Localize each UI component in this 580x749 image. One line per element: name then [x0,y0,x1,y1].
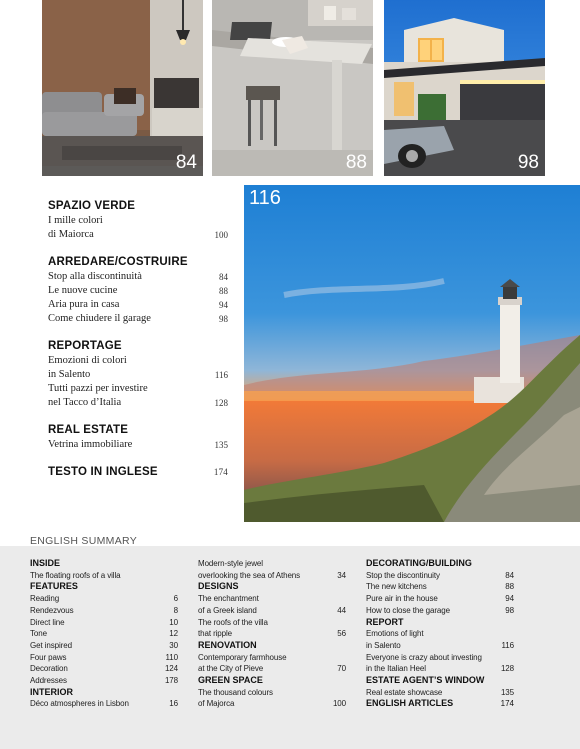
toc-entry-line: in Salento [48,369,91,380]
summary-section-heading: ESTATE AGENT’S WINDOW [366,675,485,686]
lighthouse-sunset-photo [244,185,580,522]
summary-page-number: 10 [169,617,178,627]
toc-entry[interactable] [48,354,228,382]
toc-section-title: REAL ESTATE [48,424,129,436]
summary-column [30,558,178,710]
toc-page-number: 84 [219,272,228,282]
toc-entry-line: Vetrina immobiliare [48,439,133,450]
toc-section-title: REPORTAGE [48,340,122,352]
summary-entry[interactable] [198,617,346,640]
toc-section-title-text: TESTO IN INGLESE [48,466,158,478]
summary-entry-line: Stop the discontinuity [366,570,440,580]
summary-entry[interactable] [366,628,514,651]
toc-page-number: 94 [219,300,228,310]
toc-page-number: 98 [219,314,228,324]
toc-page-number: 100 [214,230,228,240]
summary-page-number: 128 [500,664,514,674]
toc-entry-line: Le nuove cucine [48,285,118,296]
summary-entry-line: Modern-style jewel [198,559,263,568]
summary-page-number: 70 [337,664,346,674]
summary-entry[interactable] [30,663,178,675]
toc-entry-line: nel Tacco d’Italia [48,397,122,408]
toc-page-number: 174 [213,467,228,477]
summary-entry-line: Déco atmospheres in Lisbon [30,699,129,709]
summary-page-number: 174 [500,699,514,709]
summary-entry-line: The floating roofs of a villa [30,570,121,580]
summary-column [366,558,514,710]
summary-entry[interactable] [30,570,178,582]
summary-page-number: 44 [337,605,346,615]
summary-entry-line: Real estate showcase [366,687,443,697]
summary-entry[interactable] [366,593,514,605]
summary-entry[interactable] [198,652,346,675]
toc-entry-line: I mille colori [48,215,103,226]
living-room-photo [42,0,203,176]
page-number-label: 88 [345,152,367,173]
toc-entry[interactable] [48,382,228,410]
summary-entry[interactable] [30,652,178,664]
summary-entry-line: Contemporary farmhouse [198,652,287,662]
toc-entry-line: Stop alla discontinuità [48,271,142,282]
summary-entry-line: The thousand colours [198,687,273,697]
summary-entry-line: The roofs of the villa [198,617,268,627]
summary-entry[interactable] [198,593,346,616]
summary-entry-line: Addresses [30,676,67,686]
summary-page-number: 124 [164,664,178,674]
toc-entry-line: Aria pura in casa [48,299,120,310]
summary-entry[interactable] [366,570,514,582]
toc-entry-line: Come chiudere il garage [48,313,151,324]
summary-entry-line: of Majorca [198,699,235,709]
summary-page-number: 116 [501,640,514,650]
summary-entry-line: at the City of Pieve [198,664,264,674]
summary-entry-line: Emotions of light [366,629,424,639]
summary-entry-line: Direct line [30,617,65,627]
summary-entry-line: Four paws [30,652,67,662]
toc-section-title: SPAZIO VERDE [48,200,136,212]
summary-section-heading: FEATURES [30,581,78,592]
toc-section-title: ARREDARE/COSTRUIRE [48,256,188,268]
summary-section-heading: INTERIOR [30,686,74,697]
summary-page-number: 34 [337,570,346,580]
toc-entry[interactable] [48,270,228,284]
summary-page-number: 98 [505,605,514,615]
summary-page-number: 84 [505,570,514,580]
summary-entry[interactable] [366,605,514,617]
summary-entry[interactable] [366,652,514,675]
summary-page-number: 135 [500,687,514,697]
summary-entry[interactable] [30,617,178,629]
summary-section-heading: GREEN SPACE [198,675,263,686]
toc-entry[interactable] [48,438,228,452]
summary-entry-line: Rendezvous [30,605,74,615]
summary-entry-line: of a Greek island [198,605,257,615]
english-summary [0,530,580,749]
summary-entry-line: that ripple [198,629,233,639]
summary-page-number: 94 [505,594,514,604]
kitchen-photo [212,0,373,176]
toc-entry[interactable] [48,284,228,298]
summary-entry-line: Decoration [30,664,68,674]
summary-section-heading: DESIGNS [198,581,239,592]
summary-entry-line: in Salento [366,640,401,650]
summary-page-number: 178 [164,676,178,686]
summary-entry[interactable] [30,628,178,640]
page-number-label: 98 [517,152,539,173]
summary-section-heading [366,698,514,710]
toc-entry[interactable] [48,214,228,242]
summary-entry[interactable] [30,698,178,710]
summary-entry[interactable] [30,593,178,605]
toc-section-title[interactable] [48,466,228,478]
summary-entry[interactable] [366,581,514,593]
summary-entry-line: Get inspired [30,640,72,650]
summary-page-number: 16 [169,699,178,709]
summary-entry[interactable] [366,687,514,699]
summary-page-number: 56 [337,629,346,639]
toc-page-number: 88 [219,286,228,296]
summary-section-heading-text: ENGLISH ARTICLES [366,698,454,709]
toc-entry-line: di Maiorca [48,229,94,240]
summary-page-number: 30 [169,640,178,650]
summary-page-number: 88 [505,582,514,592]
summary-page-number: 100 [332,699,346,709]
toc-page-number: 116 [214,370,228,380]
summary-section-heading: RENOVATION [198,639,257,650]
summary-entry[interactable] [30,675,178,687]
toc-entry-line: Emozioni di colori [48,355,127,366]
table-of-contents [48,200,228,480]
house-garage-photo [384,0,545,176]
summary-entry-line: Pure air in the house [366,594,438,604]
summary-entry-line: Tone [30,629,47,639]
page-number-label: 84 [175,152,197,173]
summary-section-heading: DECORATING/BUILDING [366,558,472,568]
summary-entry-line: The new kitchens [366,582,427,592]
summary-page-number: 8 [173,605,178,615]
summary-entry-line: Reading [30,594,60,604]
summary-entry-line: overlooking the sea of Athens [198,570,301,580]
page-number-label: 116 [249,187,281,209]
summary-page-number: 6 [173,594,178,604]
summary-section-heading: REPORT [366,616,404,627]
summary-label: ENGLISH SUMMARY [30,535,137,547]
summary-page-number: 12 [169,629,178,639]
summary-entry[interactable] [198,687,346,710]
toc-page-number: 135 [214,440,228,450]
summary-entry-line: The enchantment [198,594,259,604]
toc-entry-line: Tutti pazzi per investire [48,383,148,394]
summary-page-number: 110 [165,652,178,662]
summary-entry[interactable] [30,605,178,617]
toc-entry[interactable] [48,298,228,312]
summary-entry[interactable] [198,558,346,581]
summary-entry-line: How to close the garage [366,605,450,615]
summary-column [198,558,346,710]
summary-section-heading: INSIDE [30,558,61,568]
summary-entry[interactable] [30,640,178,652]
toc-page-number: 128 [214,398,228,408]
summary-entry-line: in the Italian Heel [366,664,426,674]
summary-entry-line: Everyone is crazy about investing [366,652,482,662]
toc-entry[interactable] [48,312,228,326]
